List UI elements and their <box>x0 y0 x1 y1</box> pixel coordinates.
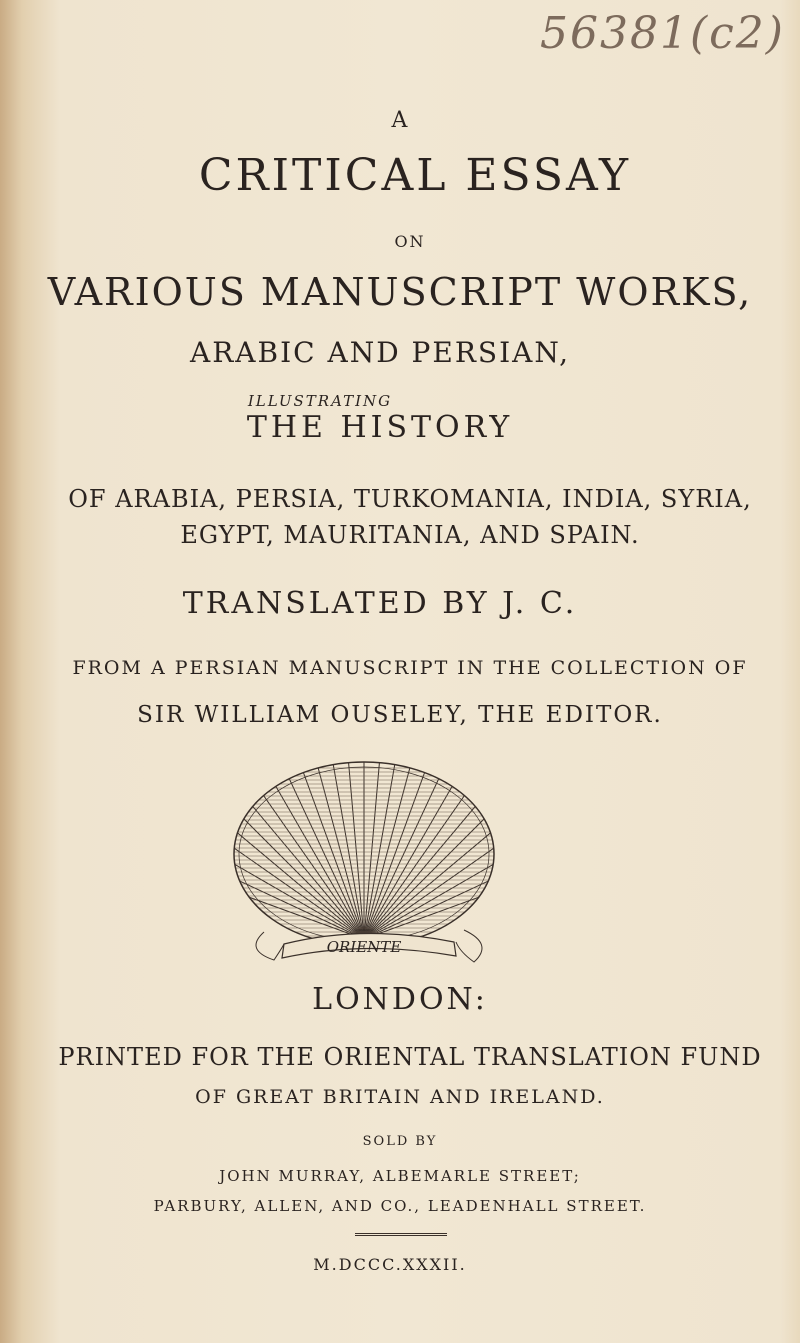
title-history: THE HISTORY <box>246 410 514 445</box>
shelfmark-annotation: 56381(c2) <box>540 8 785 59</box>
vignette-ray <box>224 809 364 939</box>
translated-by: TRANSLATED BY J. C. <box>182 586 578 621</box>
title-line-2: VARIOUS MANUSCRIPT WORKS, <box>47 270 753 314</box>
translation-source: FROM A PERSIAN MANUSCRIPT IN THE COLLECTION OF <box>72 657 748 679</box>
title-on: ON <box>394 232 426 251</box>
imprint-publisher-2: PARBURY, ALLEN, AND CO., LEADENHALL STREET. <box>153 1197 647 1215</box>
imprint-rule <box>355 1233 447 1236</box>
title-regions-1: OF ARABIA, PERSIA, TURKOMANIA, INDIA, SYRIA, <box>68 485 752 513</box>
imprint-sold-by: SOLD BY <box>362 1134 438 1149</box>
imprint-date: M.DCCC.XXXII. <box>313 1255 467 1274</box>
imprint-publisher-1: JOHN MURRAY, ALBEMARLE STREET; <box>219 1167 581 1185</box>
title-regions-2: EGYPT, MAURITANIA, AND SPAIN. <box>180 521 640 549</box>
title-main: CRITICAL ESSAY <box>198 150 632 201</box>
imprint-of: OF GREAT BRITAIN AND IRELAND. <box>195 1086 605 1108</box>
vignette-motto: ORIENTE <box>326 938 402 956</box>
editor-line: SIR WILLIAM OUSELEY, THE EDITOR. <box>137 702 663 728</box>
vignette-rays <box>224 754 524 940</box>
imprint-printed-for: PRINTED FOR THE ORIENTAL TRANSLATION FUND <box>58 1043 762 1071</box>
vignette-ray <box>224 755 364 939</box>
sunrise-vignette-icon <box>224 754 524 974</box>
title-illustrating: ILLUSTRATING <box>247 392 393 410</box>
vignette-ray <box>364 772 524 939</box>
title-line-3: ARABIC AND PERSIAN, <box>190 336 570 369</box>
imprint-city: LONDON: <box>312 982 488 1017</box>
vignette-ray <box>364 754 513 939</box>
vignette-ray <box>364 754 409 939</box>
title-article: A <box>391 108 409 133</box>
vignette-ray <box>364 755 524 939</box>
vignette-ray <box>319 754 364 939</box>
